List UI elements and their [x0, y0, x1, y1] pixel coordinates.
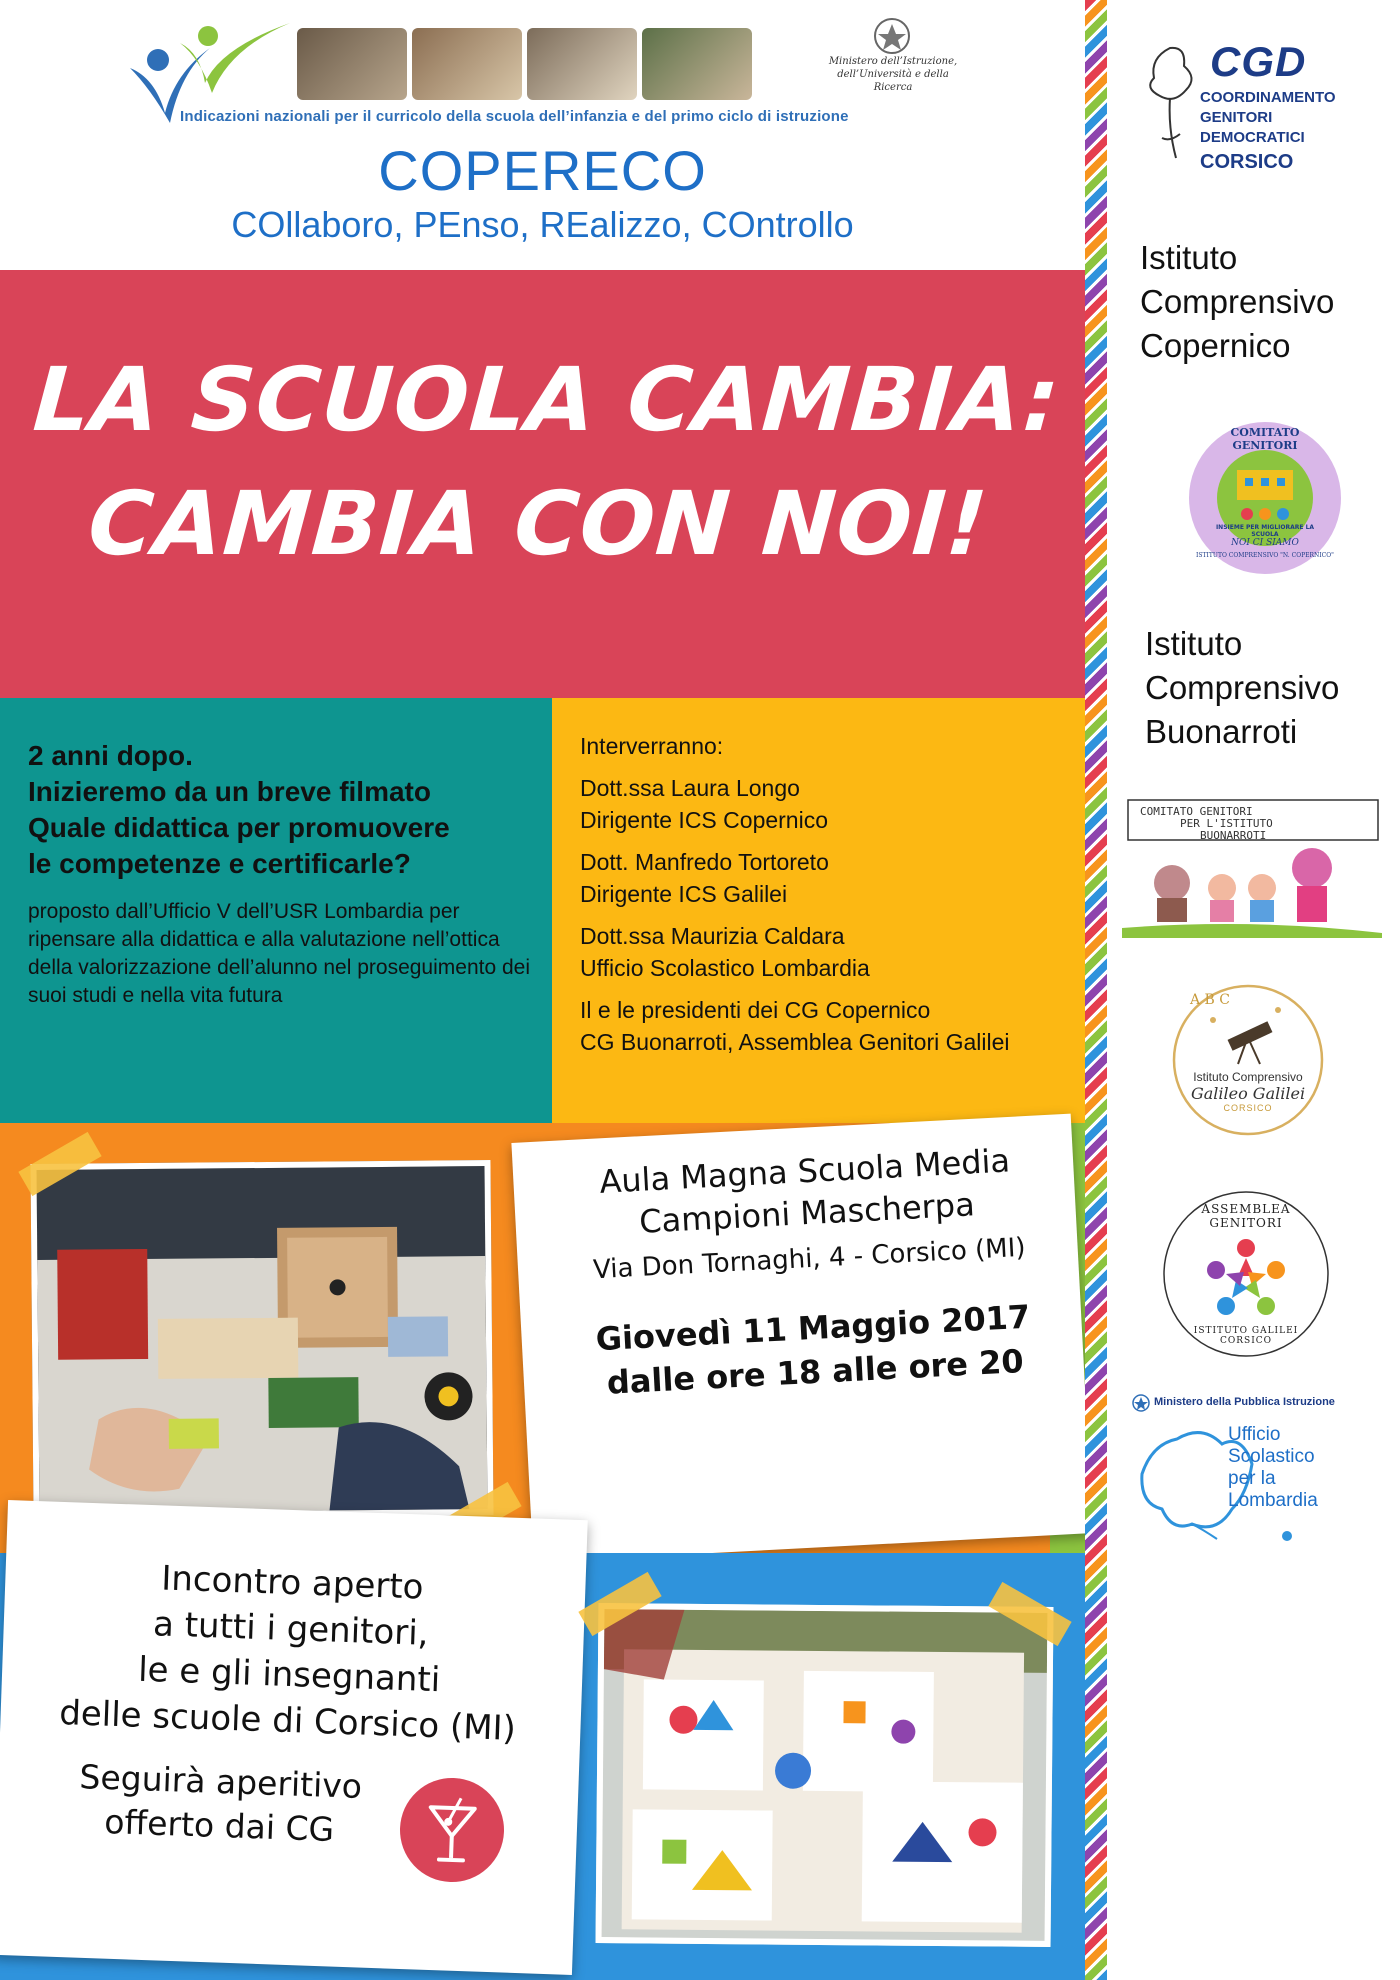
usr-name: [1228, 1424, 1318, 1512]
cgd-line-4: CORSICO: [1200, 151, 1294, 173]
istituto-copernico-label: [1140, 236, 1334, 368]
comitato-copernico-top: COMITATO GENITORI: [1230, 426, 1300, 452]
comitato-copernico-banner: NOI CI SIAMO: [1231, 538, 1299, 548]
open-line-3: le e gli insegnanti: [137, 1649, 441, 1701]
header-photo-4: [642, 28, 752, 100]
headline: [0, 338, 1094, 586]
logo-head-blue: [147, 49, 169, 71]
usr-line-4: Lombardia: [1228, 1490, 1318, 1511]
cgd-tree-icon: [1140, 38, 1202, 178]
intro-line-1: 2 anni dopo.: [28, 740, 193, 771]
usr-line-3: per la: [1228, 1468, 1276, 1489]
open-meeting-text: [7, 1550, 573, 1753]
buonarroti-line-2: Comprensivo: [1145, 669, 1340, 706]
header-photo-2: [412, 28, 522, 100]
classroom-shapes-photo: [596, 1603, 1054, 1947]
speaker-name: Dott.ssa Laura Longo: [580, 775, 800, 801]
buonarroti-line-1: Istituto: [1145, 625, 1243, 662]
venue-name: Aula Magna Scuola Media: [598, 1141, 1011, 1201]
comitato-copernico-bottom: ISTITUTO COMPRENSIVO "N. COPERNICO": [1196, 552, 1334, 559]
cgd-brand: CGD: [1210, 38, 1307, 85]
galilei-line-1: Istituto Comprensivo: [1193, 1070, 1303, 1084]
header-photo-1: [297, 28, 407, 100]
aperitivo-line-1: Seguirà aperitivo: [78, 1757, 363, 1806]
aperitivo-line-2: offerto dai CG: [103, 1801, 335, 1849]
speaker-name: Il e le presidenti dei CG Copernico: [580, 997, 931, 1023]
speaker-item: [580, 920, 1080, 984]
cocktail-badge: [398, 1776, 506, 1884]
event-date: Giovedì 11 Maggio 2017: [594, 1297, 1032, 1359]
comitato-buonarroti-line-2: PER L'ISTITUTO: [1180, 817, 1273, 830]
venue-address: Via Don Tornaghi, 4 - Corsico (MI): [592, 1232, 1027, 1286]
assemblea-bottom: ISTITUTO GALILEI CORSICO: [1193, 1326, 1299, 1346]
cgd-name: [1200, 88, 1336, 176]
open-line-2: a tutti i genitori,: [152, 1604, 430, 1654]
galilei-letters: A B C: [1190, 992, 1231, 1008]
copernico-line-2: Comprensivo: [1140, 283, 1335, 320]
header-photo-3: [527, 28, 637, 100]
galilei-line-3: CORSICO: [1223, 1103, 1273, 1113]
speaker-item: [580, 846, 1080, 910]
ministero-label: Ministero dell’Istruzione, dell’Università e della Ricerca: [828, 56, 958, 93]
indicazioni-nazionali-text: Indicazioni nazionali per il curricolo della scuola dell’infanzia e del primo ciclo di istruzione: [180, 108, 849, 125]
copernico-line-3: Copernico: [1140, 327, 1291, 364]
comitato-buonarroti-text: [1140, 806, 1360, 842]
robotics-photo-illustration: [37, 1166, 488, 1513]
classroom-photo-illustration: [602, 1609, 1048, 1941]
speaker-role: Dirigente ICS Galilei: [580, 881, 788, 907]
cgd-line-3: DEMOCRATICI: [1200, 129, 1305, 146]
intro-text: [28, 738, 548, 1010]
speaker-name: Dott. Manfredo Tortoreto: [580, 849, 829, 875]
speaker-role: Ufficio Scolastico Lombardia: [580, 955, 870, 981]
galilei-text: [1180, 1070, 1316, 1113]
assemblea-top: ASSEMBLEA GENITORI: [1201, 1202, 1291, 1230]
project-subtitle: COllaboro, PEnso, REalizzo, COntrollo: [231, 204, 854, 245]
italy-emblem-icon: [1132, 1394, 1150, 1412]
speaker-role: CG Buonarroti, Assemblea Genitori Galilei: [580, 1029, 1010, 1055]
comitato-copernico-middle: INSIEME PER MIGLIORARE LA SCUOLA: [1215, 524, 1315, 538]
headline-line-1: LA SCUOLA CAMBIA:: [30, 348, 1064, 451]
logo-head-green: [198, 26, 218, 46]
logo-body-green: [180, 23, 290, 93]
usr-line-1: Ufficio: [1228, 1424, 1281, 1445]
comitato-buonarroti-line-3: BUONARROTI: [1200, 829, 1267, 842]
project-title: COPERECO: [378, 139, 707, 202]
intro-line-2: Inizieremo da un breve filmato: [28, 776, 431, 807]
speakers-list: [580, 730, 1080, 1058]
headline-line-2: CAMBIA CON NOI!: [85, 472, 992, 575]
venue-school: Campioni Mascherpa: [638, 1185, 976, 1241]
usr-line-2: Scolastico: [1228, 1446, 1315, 1467]
intro-line-4: le competenze e certificarle?: [28, 848, 411, 879]
speakers-heading: Interverranno:: [580, 733, 724, 759]
ministero-emblem: [872, 16, 912, 56]
usr-ministero: Ministero della Pubblica Istruzione: [1154, 1396, 1335, 1408]
speaker-name: Dott.ssa Maurizia Caldara: [580, 923, 845, 949]
cocktail-glass-icon: [398, 1776, 506, 1884]
chevron-border: [1085, 0, 1107, 1980]
cgd-line-1: COORDINAMENTO: [1200, 89, 1336, 106]
venue-details: [534, 1136, 1086, 1408]
comitato-buonarroti-line-1: COMITATO GENITORI: [1140, 805, 1253, 818]
buonarroti-line-3: Buonarroti: [1145, 713, 1298, 750]
galilei-line-2: Galileo Galilei: [1190, 1084, 1306, 1103]
open-line-4: delle scuole di Corsico (MI): [58, 1692, 517, 1749]
event-time: dalle ore 18 alle ore 20: [605, 1341, 1025, 1402]
cgd-line-2: GENITORI: [1200, 109, 1273, 126]
speaker-item: [580, 772, 1080, 836]
aperitivo-text: [39, 1754, 402, 1855]
speaker-role: Dirigente ICS Copernico: [580, 807, 829, 833]
speaker-item: [580, 994, 1080, 1058]
intro-line-3: Quale didattica per promuovere: [28, 812, 450, 843]
istituto-buonarroti-label: [1145, 622, 1339, 754]
open-line-1: Incontro aperto: [160, 1558, 425, 1608]
intro-description: proposto dall’Ufficio V dell’USR Lombardia per ripensare alla didattica e alla valutazione nell’ottica della valorizzazione dell’alunno nel proseguimento dei suoi studi e nella vita futura: [28, 900, 530, 1007]
copernico-line-1: Istituto: [1140, 239, 1238, 276]
robotics-workshop-photo: [30, 1160, 493, 1519]
